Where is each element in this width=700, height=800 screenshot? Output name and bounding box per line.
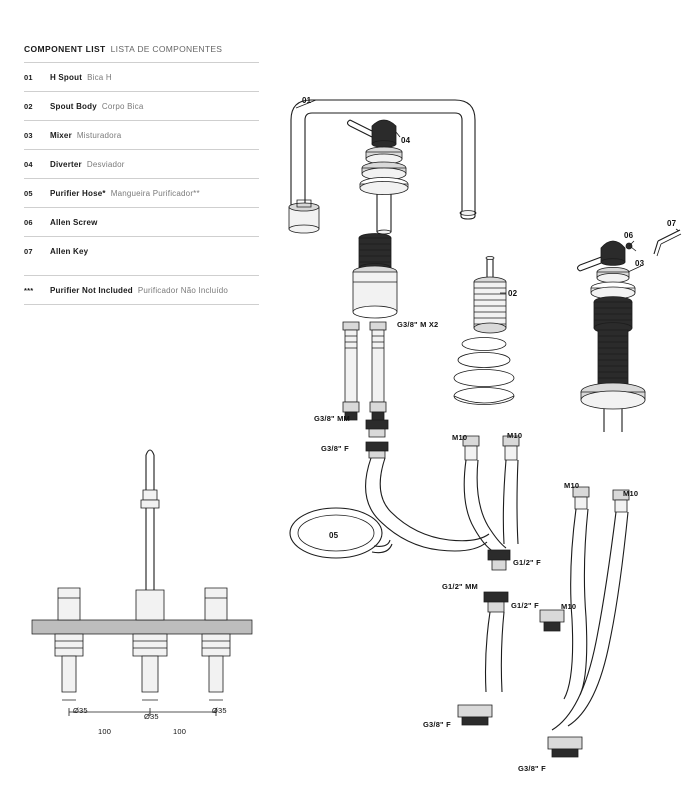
- dimension-span-a: 100: [98, 727, 112, 736]
- component-number: 05: [24, 188, 33, 198]
- allen-key-part: [654, 230, 681, 256]
- label-m10-d: M10: [623, 489, 639, 498]
- label-g38-f-bottom-a: G3/8" F: [423, 720, 451, 729]
- flexible-hose-group: [366, 436, 629, 757]
- dimension-span-b: 100: [173, 727, 187, 736]
- component-name-en: H Spout: [50, 72, 83, 82]
- label-g12-f-a: G1/2" F: [513, 558, 541, 567]
- label-g38-f-left: G3/8" F: [321, 444, 349, 453]
- component-number: 07: [24, 246, 33, 256]
- component-number: 01: [24, 72, 33, 82]
- spout-body-part: [353, 234, 397, 319]
- label-m10-b: M10: [507, 431, 523, 440]
- component-number: 02: [24, 101, 33, 111]
- component-name-pt: Mangueira Purificador**: [110, 188, 200, 198]
- callout-07: 07: [667, 219, 677, 228]
- component-number: 03: [24, 130, 33, 140]
- label-g38-mm: G3/8" MM: [314, 414, 350, 423]
- label-m10-e: M10: [561, 602, 577, 611]
- label-g38-f-bottom-b: G3/8" F: [518, 764, 546, 773]
- callout-06: 06: [624, 231, 634, 240]
- leader-06: [631, 247, 636, 251]
- component-name-pt: Desviador: [86, 159, 125, 169]
- installed-view: [32, 450, 252, 716]
- component-name-en: Allen Screw: [50, 217, 98, 227]
- dimension-hole-c: Ø35: [212, 706, 227, 715]
- purifier-hose-part: [290, 508, 392, 558]
- diverter-part: [348, 120, 409, 234]
- component-list-title-en: COMPONENT LIST: [24, 44, 106, 54]
- leader-04: [396, 132, 400, 137]
- label-g12-mm: G1/2" MM: [442, 582, 478, 591]
- mixer-part: [578, 241, 646, 432]
- component-name-en: Purifier Hose*: [50, 188, 106, 198]
- callout-02: 02: [508, 289, 518, 298]
- label-g12-f-b: G1/2" F: [511, 601, 539, 610]
- component-name-en: Purifier Not Included: [50, 285, 133, 295]
- component-list-title-pt: LISTA DE COMPONENTES: [110, 44, 223, 54]
- cartridge-part: [454, 256, 514, 404]
- component-name-pt: Bica H: [87, 72, 112, 82]
- dimension-hole-a: Ø35: [73, 706, 88, 715]
- callout-05: 05: [329, 531, 339, 540]
- callout-04: 04: [401, 136, 411, 145]
- component-name-pt: Purificador Não Incluído: [137, 285, 229, 295]
- callout-01: 01: [302, 96, 312, 105]
- component-name-pt: Corpo Bica: [101, 101, 144, 111]
- component-name-pt: Misturadora: [76, 130, 122, 140]
- component-number: 06: [24, 217, 33, 227]
- label-g38-m-x2: G3/8" M X2: [397, 320, 439, 329]
- component-name-en: Allen Key: [50, 246, 89, 256]
- allen-screw-part: [626, 241, 634, 249]
- aerator-part: [289, 200, 319, 233]
- callout-03: 03: [635, 259, 645, 268]
- component-name-en: Diverter: [50, 159, 82, 169]
- component-name-en: Spout Body: [50, 101, 97, 111]
- component-number: ***: [24, 285, 34, 295]
- dimension-hole-b: Ø35: [144, 712, 159, 721]
- component-name-en: Mixer: [50, 130, 72, 140]
- component-number: 04: [24, 159, 33, 169]
- label-m10-c: M10: [564, 481, 580, 490]
- supply-tube-pair: [343, 322, 388, 458]
- label-m10-a: M10: [452, 433, 468, 442]
